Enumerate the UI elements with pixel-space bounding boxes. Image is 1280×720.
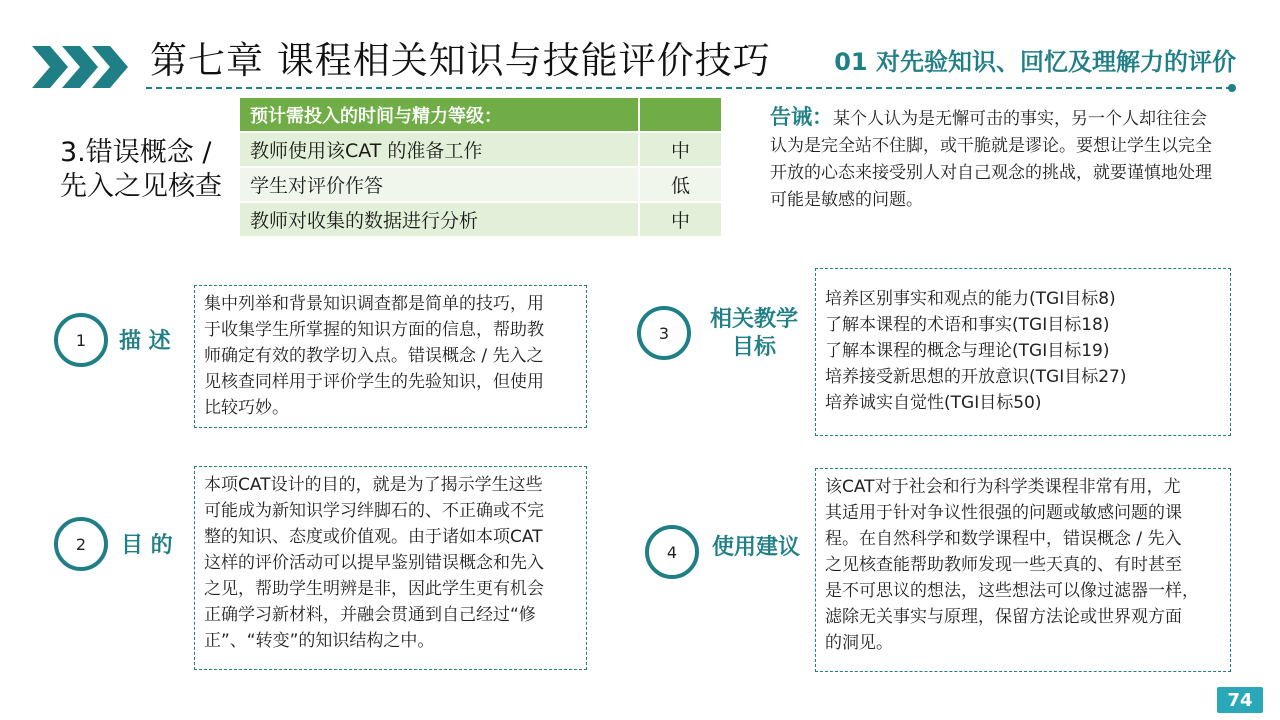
effort-level: 低 bbox=[639, 167, 722, 202]
text-line: 可能成为新知识学习绊脚石的、不正确或不完 bbox=[204, 501, 544, 521]
triple-chevron-right-icon bbox=[30, 44, 130, 90]
section-label-purpose: 目 的 bbox=[121, 533, 173, 558]
section-number-circle-3: 3 bbox=[637, 306, 691, 360]
page-number-badge: 74 bbox=[1217, 687, 1263, 713]
text-line: 程。在自然科学和数学课程中，错误概念 / 先入 bbox=[825, 529, 1182, 549]
purpose-box bbox=[194, 466, 587, 670]
effort-table-header: 预计需投入的时间与精力等级： bbox=[239, 97, 639, 132]
usage-suggestions-box bbox=[815, 468, 1231, 672]
text-line: 是不可思议的想法，这些想法可以像过滤器一样， bbox=[825, 581, 1199, 601]
text-line: 见核查同样用于评价学生的先验知识，但使用 bbox=[204, 372, 544, 392]
text-line: 于收集学生所掌握的知识方面的信息，帮助教 bbox=[204, 320, 544, 340]
header-divider-dot bbox=[1228, 84, 1236, 92]
text-line: 本项CAT设计的目的，就是为了揭示学生这些 bbox=[204, 475, 543, 495]
table-row bbox=[239, 132, 722, 167]
effort-task: 教师使用该CAT 的准备工作 bbox=[239, 132, 639, 167]
table-row bbox=[239, 202, 722, 237]
text-line: 之见，帮助学生明辨是非，因此学生更有机会 bbox=[204, 579, 544, 599]
section-label-teaching-goals bbox=[703, 306, 805, 362]
section-label-line: 相关教学 bbox=[709, 307, 798, 332]
text-line: 比较巧妙。 bbox=[204, 398, 289, 418]
goal-item: 培养接受新思想的开放意识(TGI目标27) bbox=[825, 367, 1127, 387]
section-label-usage-suggestions: 使用建议 bbox=[712, 535, 801, 560]
header-divider bbox=[146, 87, 1232, 89]
section-label-line: 目标 bbox=[731, 335, 776, 360]
warning-text: 某个人认为是无懈可击的事实，另一个人却往往会认为是完全站不住脚，或干脆就是谬论。要想让学生以完全开放的心态来接受别人对自己观念的挑战，就要谨慎地处理可能是敏感的问题。 bbox=[770, 109, 1212, 210]
section-title: 01 对先验知识、回忆及理解力的评价 bbox=[834, 48, 1236, 76]
description-box bbox=[194, 285, 587, 428]
section-label-description: 描 述 bbox=[119, 329, 171, 354]
teaching-goals-box bbox=[815, 268, 1231, 436]
effort-level: 中 bbox=[639, 132, 722, 167]
effort-table-header-row bbox=[239, 97, 722, 132]
text-line: 滤除无关事实与原理，保留方法论或世界观方面 bbox=[825, 607, 1182, 627]
text-line: 师确定有效的教学切入点。错误概念 / 先入之 bbox=[204, 346, 544, 366]
section-number-circle-2: 2 bbox=[54, 517, 108, 571]
text-line: 正确学习新材料，并融会贯通到自己经过“修 bbox=[204, 605, 536, 625]
text-line: 集中列举和背景知识调查都是简单的技巧，用 bbox=[204, 294, 544, 314]
text-line: 其适用于针对争议性很强的问题或敏感问题的课 bbox=[825, 503, 1182, 523]
effort-table-header-empty bbox=[639, 97, 722, 132]
text-line: 整的知识、态度或价值观。由于诸如本项CAT bbox=[204, 527, 543, 547]
topic-title-line-2: 先入之见核查 bbox=[60, 171, 222, 202]
goal-item: 了解本课程的术语和事实(TGI目标18) bbox=[825, 315, 1110, 335]
goal-item: 了解本课程的概念与理论(TGI目标19) bbox=[825, 341, 1110, 361]
goal-item: 培养区别事实和观点的能力(TGI目标8) bbox=[825, 289, 1116, 309]
table-row bbox=[239, 167, 722, 202]
text-line: 这样的评价活动可以提早鉴别错误概念和先入 bbox=[204, 553, 544, 573]
topic-title bbox=[60, 136, 222, 204]
section-number-circle-1: 1 bbox=[54, 313, 108, 367]
text-line: 正”、“转变”的知识结构之中。 bbox=[204, 631, 435, 651]
effort-level: 中 bbox=[639, 202, 722, 237]
topic-title-line-1: 3.错误概念 / bbox=[60, 137, 212, 168]
chapter-title: 第七章 课程相关知识与技能评价技巧 bbox=[150, 39, 771, 82]
warning-label: 告诫： bbox=[770, 105, 833, 129]
text-line: 的洞见。 bbox=[825, 633, 893, 653]
text-line: 该CAT对于社会和行为科学类课程非常有用，尤 bbox=[825, 477, 1181, 497]
effort-task: 学生对评价作答 bbox=[239, 167, 639, 202]
section-number-circle-4: 4 bbox=[645, 525, 699, 579]
text-line: 之见核查能帮助教师发现一些天真的、有时甚至 bbox=[825, 555, 1182, 575]
warning-note bbox=[770, 104, 1222, 214]
goal-item: 培养诚实自觉性(TGI目标50) bbox=[825, 393, 1042, 413]
effort-level-table bbox=[238, 96, 723, 238]
effort-task: 教师对收集的数据进行分析 bbox=[239, 202, 639, 237]
